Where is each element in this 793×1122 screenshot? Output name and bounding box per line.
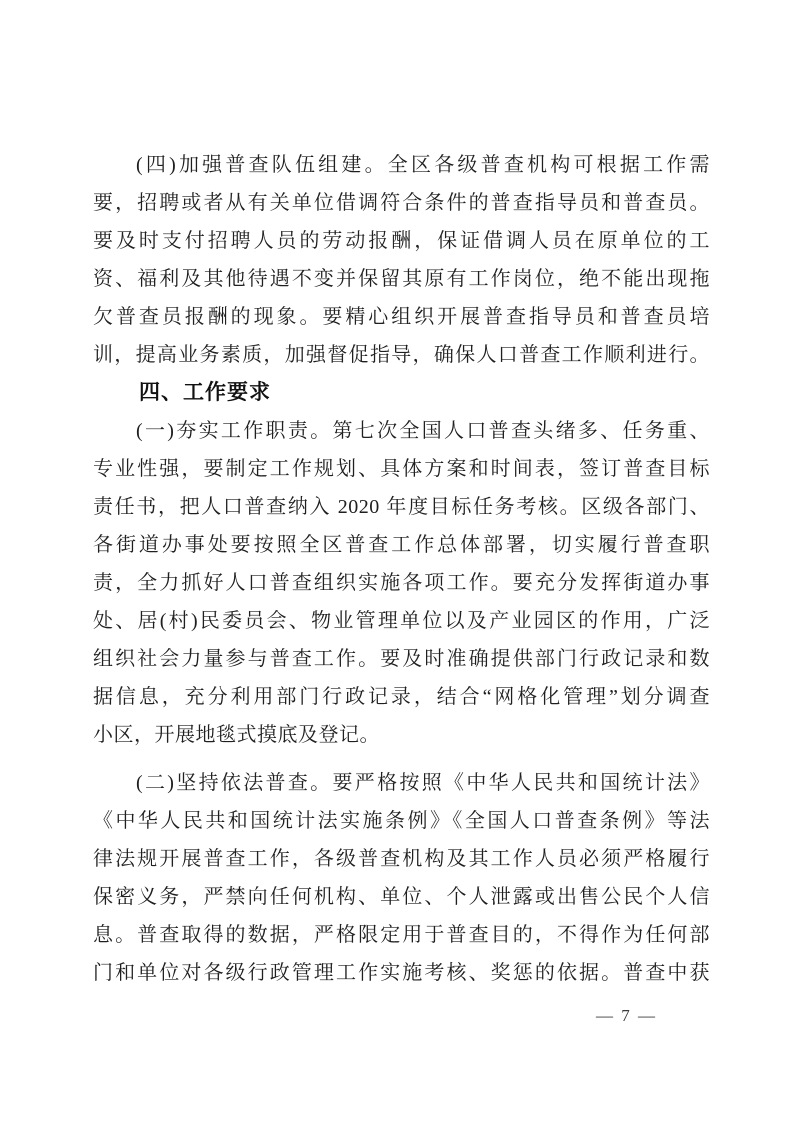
document-line: (四)加强普查队伍组建。全区各级普查机构可根据工作需 xyxy=(136,154,710,176)
document-line: 息。普查取得的数据，严格限定用于普查目的，不得作为任何部 xyxy=(93,924,710,946)
document-line: 责，全力抓好人口普查组织实施各项工作。要充分发挥街道办事 xyxy=(93,572,710,594)
document-line: 组织社会力量参与普查工作。要及时准确提供部门行政记录和数 xyxy=(93,648,710,670)
document-line: (二)坚持依法普查。要严格按照《中华人民共和国统计法》 xyxy=(136,772,710,794)
document-line: 资、福利及其他待遇不变并保留其原有工作岗位，绝不能出现拖 xyxy=(93,268,710,290)
document-line: 专业性强，要制定工作规划、具体方案和时间表，签订普查目标 xyxy=(93,458,710,480)
text-block xyxy=(93,146,710,992)
document-line: 律法规开展普查工作，各级普查机构及其工作人员必须严格履行 xyxy=(93,848,710,870)
document-line: 小区，开展地毯式摸底及登记。 xyxy=(93,724,380,746)
page-number: — 7 — xyxy=(596,1006,657,1025)
paragraph-1-work-duties xyxy=(93,412,710,754)
document-line: 要及时支付招聘人员的劳动报酬，保证借调人员在原单位的工 xyxy=(93,230,710,252)
document-line: 责任书，把人口普查纳入 2020 年度目标任务考核。区级各部门、 xyxy=(93,496,710,518)
document-line: 保密义务，严禁向任何机构、单位、个人泄露或出售公民个人信 xyxy=(93,886,710,908)
document-line: 要，招聘或者从有关单位借调符合条件的普查指导员和普查员。 xyxy=(93,192,710,214)
paragraph-2-lawful-census xyxy=(93,764,710,992)
paragraph-4-team-building xyxy=(93,146,710,374)
document-line: 训，提高业务素质，加强督促指导，确保人口普查工作顺利进行。 xyxy=(93,344,710,366)
document-line: (一)夯实工作职责。第七次全国人口普查头绪多、任务重、 xyxy=(136,420,710,442)
document-line: 各街道办事处要按照全区普查工作总体部署，切实履行普查职 xyxy=(93,534,710,556)
document-line: 欠普查员报酬的现象。要精心组织开展普查指导员和普查员培 xyxy=(93,306,710,328)
document-line: 门和单位对各级行政管理工作实施考核、奖惩的依据。普查中获 xyxy=(93,962,710,984)
document-line: 《中华人民共和国统计法实施条例》《全国人口普查条例》等法 xyxy=(93,810,710,832)
document-line: 据信息，充分利用部门行政记录，结合“网格化管理”划分调查 xyxy=(93,686,710,708)
document-line: 处、居(村)民委员会、物业管理单位以及产业园区的作用，广泛 xyxy=(93,610,710,632)
section-heading-work-requirements: 四、工作要求 xyxy=(139,381,271,404)
